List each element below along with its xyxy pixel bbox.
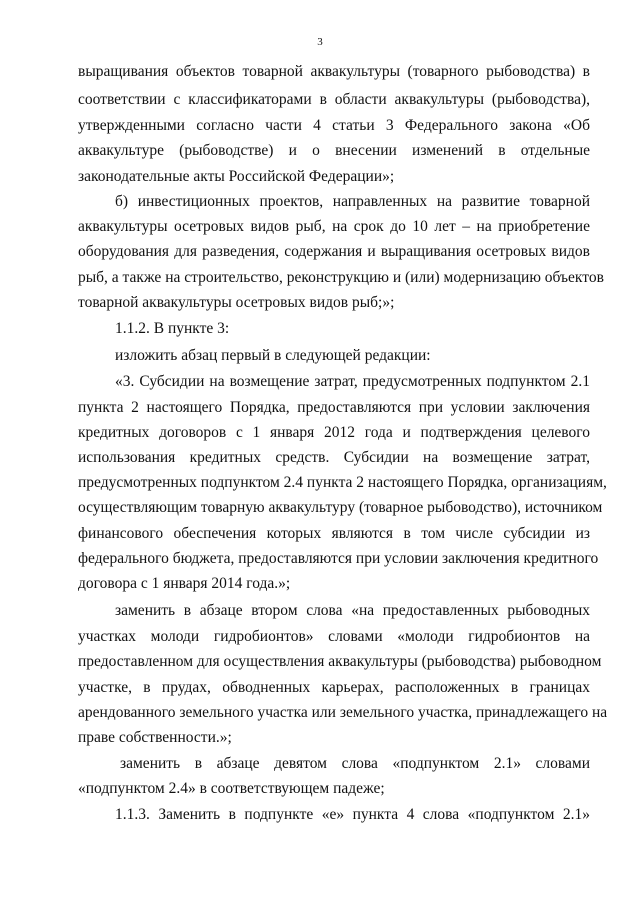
text-line: использования кредитных средств. Субсидии на возмещение затрат, (78, 449, 590, 466)
text-line: законодательные акты Российской Федерации»; (78, 168, 395, 185)
text-line: кредитных договоров с 1 января 2012 года и подтверждения целевого (78, 424, 590, 441)
text-line: заменить в абзаце девятом слова «подпунктом 2.1» словами (120, 755, 590, 772)
text-line: 1.1.2. В пункте 3: (115, 320, 230, 337)
text-line: арендованного земельного участка или земельного участка, принадлежащего на (78, 704, 608, 721)
text-line: «подпунктом 2.4» в соответствующем падеже; (78, 780, 385, 797)
text-line: изложить абзац первый в следующей редакции: (115, 347, 431, 364)
text-line: аквакультуры осетровых видов рыб, на срок до 10 лет – на приобретение (78, 218, 590, 235)
text-line: пункта 2 настоящего Порядка, предоставляются при условии заключения (78, 399, 590, 416)
text-line: договора с 1 января 2014 года.»; (78, 575, 291, 592)
text-line: праве собственности.»; (78, 729, 232, 746)
text-line: финансового обеспечения которых являются в том числе субсидии из (78, 525, 590, 542)
text-line: соответствии с классификаторами в области аквакультуры (рыбоводства), (78, 91, 590, 108)
text-line: 1.1.3. Заменить в подпункте «е» пункта 4 слова «подпунктом 2.1» (115, 806, 590, 823)
text-line: рыб, а также на строительство, реконструкцию и (или) модернизацию объектов (78, 269, 604, 286)
page-number: 3 (317, 36, 323, 48)
text-line: участке, в прудах, обводненных карьерах, расположенных в границах (78, 679, 590, 696)
text-line: оборудования для разведения, содержания и выращивания осетровых видов (78, 243, 590, 260)
text-line: предусмотренных подпунктом 2.4 пункта 2 настоящего Порядка, организациям, (78, 474, 607, 491)
text-line: предоставленном для осуществления аквакультуры (рыбоводства) рыбоводном (78, 653, 602, 670)
text-line: «3. Субсидии на возмещение затрат, предусмотренных подпунктом 2.1 (115, 373, 590, 390)
text-line: федерального бюджета, предоставляются при условии заключения кредитного (78, 550, 599, 567)
text-line: утвержденными согласно части 4 статьи 3 Федерального закона «Об (78, 117, 590, 134)
text-line: участках молоди гидробионтов» словами «молоди гидробионтов на (78, 628, 590, 645)
text-line: заменить в абзаце втором слова «на предоставленных рыбоводных (115, 602, 590, 619)
text-line: б) инвестиционных проектов, направленных на развитие товарной (115, 193, 590, 210)
text-line: осуществляющим товарную аквакультуру (товарное рыбоводство), источником (78, 499, 603, 516)
text-line: выращивания объектов товарной аквакультуры (товарного рыбоводства) в (78, 63, 590, 80)
text-line: товарной аквакультуры осетровых видов рыб;»; (78, 294, 395, 311)
text-line: аквакультуре (рыбоводстве) и о внесении изменений в отдельные (78, 142, 590, 159)
